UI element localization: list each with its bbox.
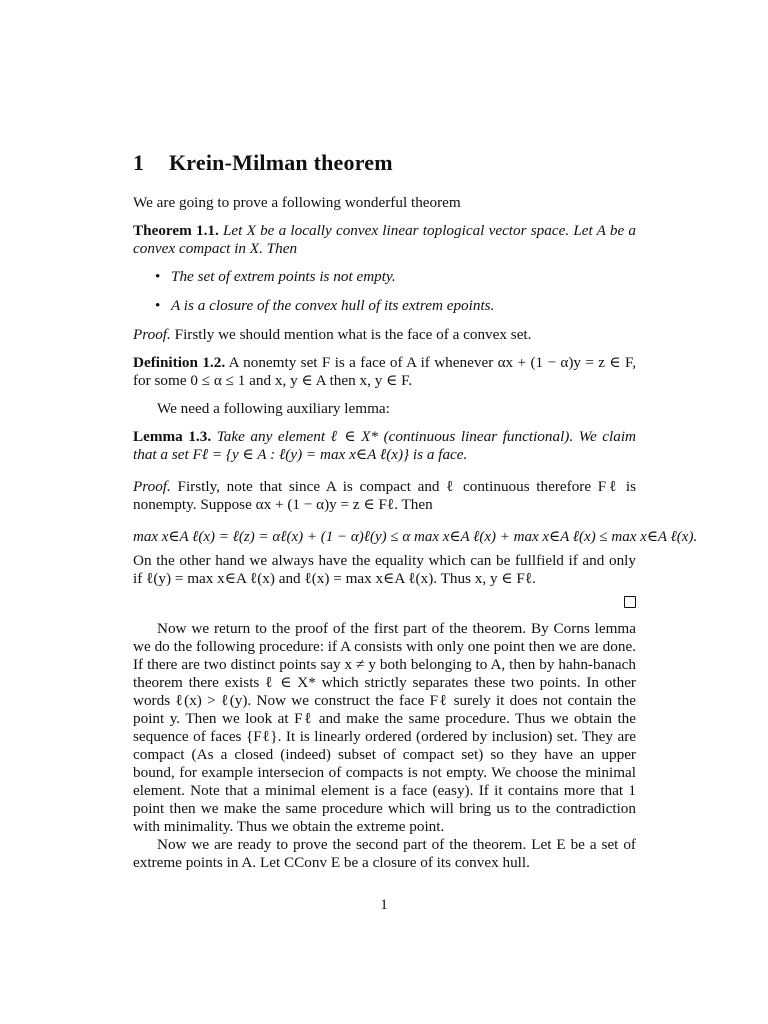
theorem-items (133, 268, 636, 315)
theorem-label: Theorem 1.1. (133, 222, 219, 239)
proof-text: Firstly, note that since A is compact and ℓ continuous therefore Fℓ is nonempty. Suppose αx + (1 − α)y = z ∈ Fℓ. Then (133, 478, 637, 513)
theorem-item (153, 297, 636, 315)
body-paragraph: Now we are ready to prove the second part of the theorem. Let E be a set of extreme points in A. Let CConv E be a closure of its convex hull. (133, 836, 636, 871)
definition-label: Definition 1.2. (133, 354, 226, 371)
theorem-item-text: The set of extrem points is not empty. (171, 268, 396, 285)
theorem-item-text: A is a closure of the convex hull of its extrem epoints. (171, 297, 495, 314)
theorem-statement: Let X be a locally convex linear toplogical vector space. Let A be a convex compact in X. Then (133, 222, 636, 257)
definition-block (133, 354, 636, 390)
body-paragraph: Now we return to the proof of the first part of the theorem. By Corns lemma we do the following procedure: if A consists with only one point then we are done. If there are two distinct points say x ≠ y both belonging to A, then by hahn-banach theorem there exists ℓ ∈ X* which strictly separates these two points. In other words ℓ(x) > ℓ(y). Now we construct the face Fℓ surely it does not contain the point y. Then we look at Fℓ and make the same procedure. Thus we obtain the sequence of faces {Fℓ}. It is linearly ordered (ordered by inclusion) set. They are compact (As a closed (indeed) subset of compact set) so they have an upper bound, for example intersecion of compacts is not empty. We choose the minimal element. Note that a minimal element is a face (easy). If it contains more that 1 point then we make the same procedure which will bring us to the contradiction with minimality. Thus we obtain the extreme point. (133, 620, 636, 835)
section-heading (133, 150, 636, 176)
page-number: 1 (380, 897, 388, 913)
aux-paragraph: We need a following auxiliary lemma: (157, 400, 390, 417)
after-equation-paragraph: On the other hand we always have the equality which can be fullfield if and only if ℓ(y) = max x∈A ℓ(x) and ℓ(x) = max x∈A ℓ(x). Thus x, y ∈ Fℓ. (133, 552, 636, 587)
qed-row (133, 592, 636, 610)
section-number: 1 (133, 150, 145, 175)
section-title: Krein-Milman theorem (169, 150, 393, 175)
lemma-block (133, 428, 636, 464)
definition-text: A nonemty set F is a face of A if whenever αx + (1 − α)y = z ∈ F, for some 0 ≤ α ≤ 1 and x, y ∈ A then x, y ∈ F. (133, 354, 636, 389)
intro-paragraph: We are going to prove a following wonderful theorem (133, 194, 461, 211)
proof-text: Firstly we should mention what is the face of a convex set. (174, 326, 532, 343)
proof-label: Proof. (133, 326, 171, 343)
proof-label: Proof. (133, 478, 171, 495)
bullet-icon: • (155, 297, 161, 314)
lemma-text: Take any element ℓ ∈ X* (continuous linear functional). We claim that a set Fℓ = {y ∈ A : ℓ(y) = max x∈A ℓ(x)} is a face. (133, 428, 637, 463)
page-content (133, 150, 698, 872)
lemma-label: Lemma 1.3. (133, 428, 212, 445)
qed-square-icon (624, 596, 636, 608)
proof-block (133, 326, 636, 344)
theorem-item (153, 268, 636, 286)
proof-block (133, 478, 636, 514)
bullet-icon: • (155, 268, 161, 285)
display-equation: max x∈A ℓ(x) = ℓ(z) = αℓ(x) + (1 − α)ℓ(y) ≤ α max x∈A ℓ(x) + max x∈A ℓ(x) ≤ max x∈A ℓ(x). (133, 529, 698, 545)
theorem-block (133, 222, 636, 258)
